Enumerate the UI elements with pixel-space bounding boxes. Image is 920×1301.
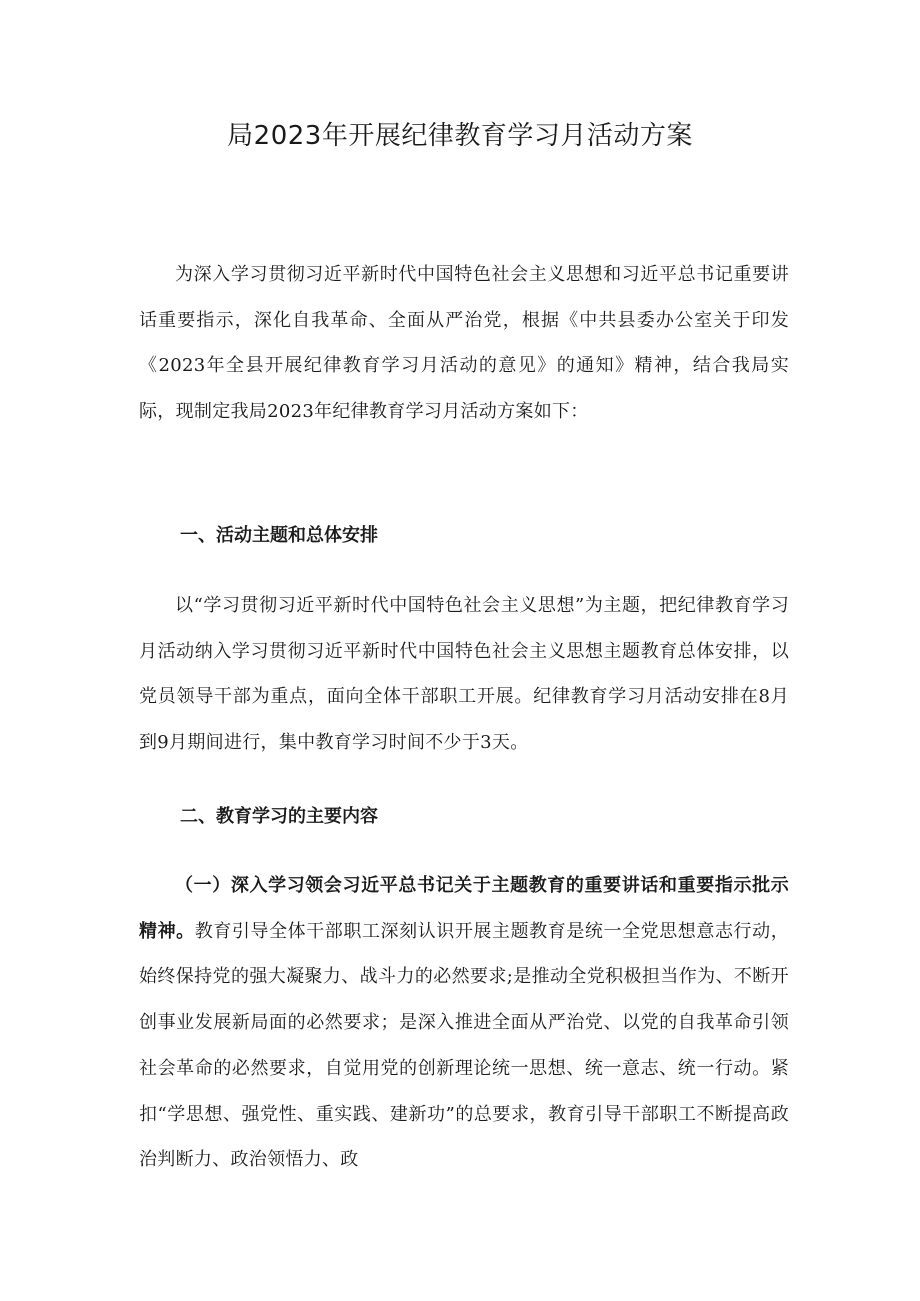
section-2-heading: 二、教育学习的主要内容 — [180, 806, 378, 827]
section-1-heading: 一、活动主题和总体安排 — [180, 525, 378, 546]
section-1-paragraph: 以“学习贯彻习近平新时代中国特色社会主义思想”为主题，把纪律教育学习月活动纳入学习贯彻习近平新时代中国特色社会主义思想主题教育总体安排，以党员领导干部为重点，面向全体干部职工开展。纪律教育学习月活动安排在8月到9月期间进行，集中教育学习时间不少于3天。 — [139, 595, 789, 754]
section-2-item-1-paragraph — [139, 863, 789, 1183]
intro-paragraph: 为深入学习贯彻习近平新时代中国特色社会主义思想和习近平总书记重要讲话重要指示，深化自我革命、全面从严治党，根据《中共县委办公室关于印发《2023年全县开展纪律教育学习月活动的意见》的通知》精神，结合我局实际，现制定我局2023年纪律教育学习月活动方案如下： — [139, 264, 789, 423]
document-title: 局2023年开展纪律教育学习月活动方案 — [227, 121, 693, 151]
section-2-item-1-lead: （一）深入学习领会习近平总书记关于主题教育的重要讲话和重要指示批示精神。 — [139, 875, 789, 942]
section-2-item-1-body: 教育引导全体干部职工深刻认识开展主题教育是统一全党思想意志行动，始终保持党的强大凝聚力、战斗力的必然要求;是推动全党积极担当作为、不断开创事业发展新局面的必然要求；是深入推进全面从严治党、以党的自我革命引领社会革命的必然要求，自觉用党的创新理论统一思想、统一意志、统一行动。紧扣“学思想、强党性、重实践、建新功”的总要求，教育引导干部职工不断提高政治判断力、政治领悟力、政 — [139, 920, 789, 1171]
